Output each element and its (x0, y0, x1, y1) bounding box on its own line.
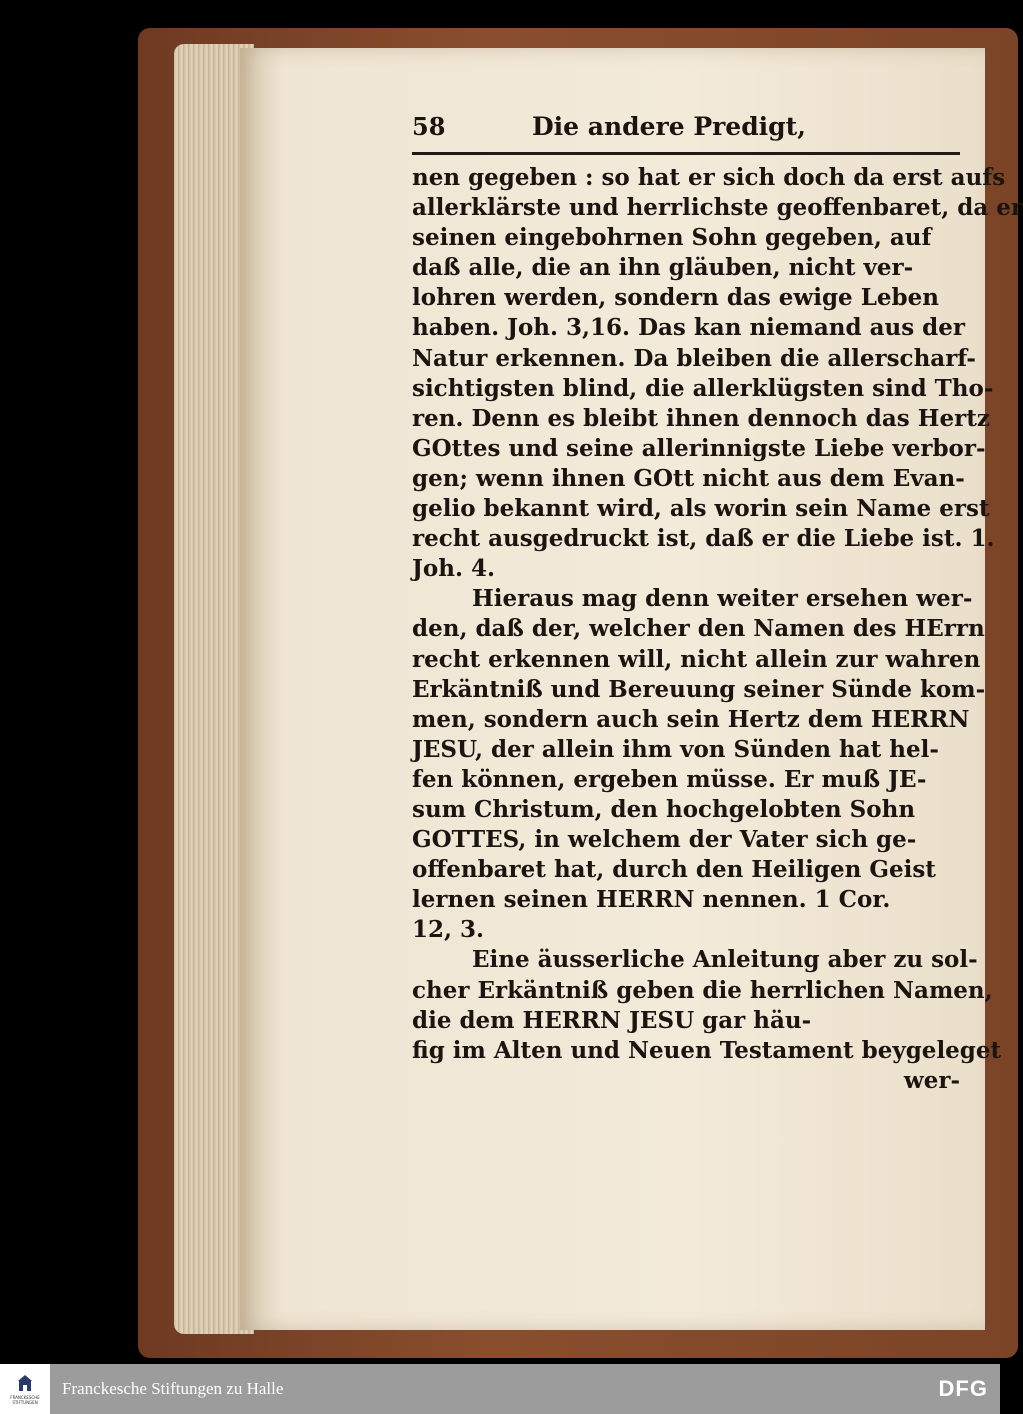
text-line: Natur erkennen. Da bleiben die allerscharf- (412, 344, 976, 372)
book-page (240, 48, 1023, 1330)
text-line: GOttes und seine allerinnigste Liebe verbor- (412, 434, 986, 462)
viewer-footer (0, 1364, 1000, 1414)
text-line: Eine äusserliche Anleitung aber zu sol- (472, 946, 978, 974)
text-line: fig im Alten und Neuen Testament beygeleget (412, 1036, 1002, 1064)
text-line: seinen eingebohrnen Sohn gegeben, auf (412, 224, 932, 252)
page-number: 58 (412, 112, 446, 141)
text-line: Joh. 4. (412, 555, 495, 583)
page-header (412, 112, 960, 155)
text-line: die dem HERRN JESU gar häu- (412, 1006, 812, 1034)
page-content (412, 112, 1023, 1096)
text-line: allerklärste und herrlichste geoffenbaret, da er (412, 194, 1023, 222)
text-line: sum Christum, den hochgelobten Sohn (412, 795, 916, 823)
institution-name[interactable]: Franckesche Stiftungen zu Halle (62, 1379, 284, 1398)
text-line: lohren werden, sondern das ewige Leben (412, 284, 939, 312)
catchword: wer- (903, 1066, 960, 1094)
text-line: den, daß der, welcher den Namen des HErrn (412, 615, 985, 643)
text-line: recht ausgedruckt ist, daß er die Liebe ist. 1. (412, 525, 995, 553)
text-line: gelio bekannt wird, als worin sein Name erst (412, 495, 990, 523)
text-line: Erkäntniß und Bereuung seiner Sünde kom- (412, 675, 986, 703)
running-head: Die andere Predigt, (532, 112, 806, 141)
text-line: sichtigsten blind, die allerklügsten sind Tho- (412, 374, 994, 402)
institution-logo[interactable] (0, 1364, 50, 1414)
text-line: JESU, der allein ihm von Sünden hat hel- (412, 735, 939, 763)
text-line: 12, 3. (412, 916, 485, 944)
text-line: haben. Joh. 3,16. Das kan niemand aus der (412, 314, 965, 342)
text-line: nen gegeben : so hat er sich doch da erst aufs (412, 164, 1006, 191)
text-line: GOTTES, in welchem der Vater sich ge- (412, 826, 917, 854)
dfg-logo[interactable]: DFG (938, 1376, 988, 1401)
text-line: lernen seinen HERRN nennen. 1 Cor. (412, 886, 891, 914)
text-line: fen können, ergeben müsse. Er muß JE- (412, 765, 927, 793)
body-text (412, 163, 1023, 1096)
text-line: ren. Denn es bleibt ihnen dennoch das Hertz (412, 404, 990, 432)
text-line: cher Erkäntniß geben die herrlichen Namen, (412, 976, 993, 1004)
text-line: gen; wenn ihnen GOtt nicht aus dem Evan- (412, 464, 965, 492)
text-line: men, sondern auch sein Hertz dem HERRN (412, 705, 970, 733)
institution-logo-icon (14, 1373, 36, 1395)
text-line: Hieraus mag denn weiter ersehen wer- (472, 585, 973, 613)
text-line: recht erkennen will, nicht allein zur wahren (412, 645, 981, 673)
text-line: offenbaret hat, durch den Heiligen Geist (412, 856, 936, 884)
text-line: daß alle, die an ihn gläuben, nicht ver- (412, 254, 914, 282)
institution-logo-text: FRANCKESCHE STIFTUNGEN (10, 1395, 40, 1405)
